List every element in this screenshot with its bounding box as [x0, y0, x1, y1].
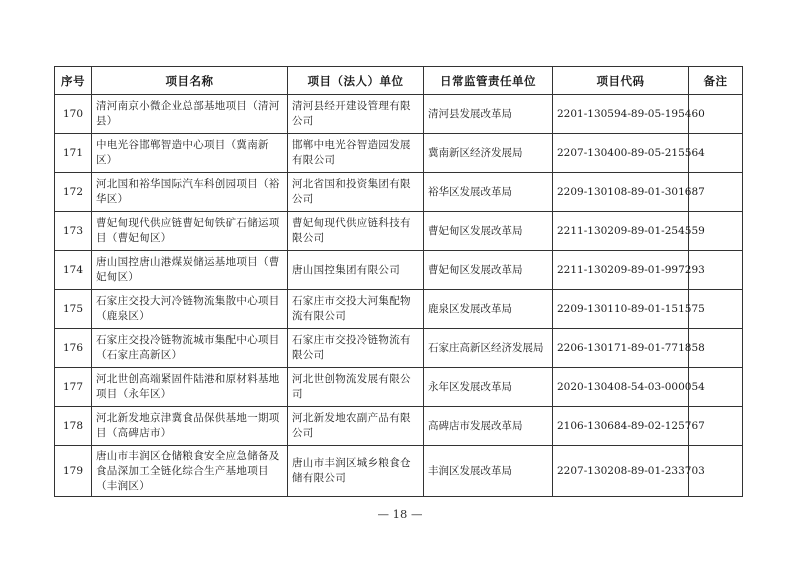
row-dept: 曹妃甸区发展改革局	[424, 212, 553, 251]
row-code: 2201-130594-89-05-195460	[553, 95, 689, 134]
row-no: 171	[55, 134, 92, 173]
table-row	[55, 368, 743, 407]
row-name: 河北新发地京津冀食品保供基地一期项目（高碑店市）	[92, 407, 288, 446]
row-name: 曹妃甸现代供应链曹妃甸铁矿石储运项目（曹妃甸区）	[92, 212, 288, 251]
row-unit: 石家庄市交投大河集配物流有限公司	[288, 290, 424, 329]
row-code: 2020-130408-54-03-000054	[553, 368, 689, 407]
row-unit: 曹妃甸现代供应链科技有限公司	[288, 212, 424, 251]
header-code: 项目代码	[553, 67, 689, 95]
header-note: 备注	[689, 67, 743, 95]
row-name: 唐山国控唐山港煤炭储运基地项目（曹妃甸区）	[92, 251, 288, 290]
project-table	[54, 66, 743, 497]
row-unit: 唐山国控集团有限公司	[288, 251, 424, 290]
row-code: 2207-130400-89-05-215564	[553, 134, 689, 173]
row-dept: 裕华区发展改革局	[424, 173, 553, 212]
row-no: 173	[55, 212, 92, 251]
row-no: 170	[55, 95, 92, 134]
row-code: 2209-130108-89-01-301687	[553, 173, 689, 212]
row-name: 河北国和裕华国际汽车科创园项目（裕华区）	[92, 173, 288, 212]
header-unit: 项目（法人）单位	[288, 67, 424, 95]
header-no: 序号	[55, 67, 92, 95]
table-row	[55, 134, 743, 173]
table-row	[55, 407, 743, 446]
row-code: 2206-130171-89-01-771858	[553, 329, 689, 368]
row-name: 唐山市丰润区仓储粮食安全应急储备及食品深加工全链化综合生产基地项目（丰润区）	[92, 446, 288, 497]
table-row	[55, 251, 743, 290]
row-dept: 曹妃甸区发展改革局	[424, 251, 553, 290]
row-dept: 清河县发展改革局	[424, 95, 553, 134]
row-code: 2106-130684-89-02-125767	[553, 407, 689, 446]
row-unit: 河北世创物流发展有限公司	[288, 368, 424, 407]
row-code: 2211-130209-89-01-997293	[553, 251, 689, 290]
row-name: 石家庄交投冷链物流城市集配中心项目（石家庄高新区）	[92, 329, 288, 368]
table-row	[55, 290, 743, 329]
table-row	[55, 446, 743, 497]
row-name: 清河南京小微企业总部基地项目（清河县）	[92, 95, 288, 134]
row-dept: 鹿泉区发展改革局	[424, 290, 553, 329]
table-row	[55, 173, 743, 212]
row-no: 175	[55, 290, 92, 329]
row-dept: 冀南新区经济发展局	[424, 134, 553, 173]
page-number: — 18 —	[377, 507, 423, 521]
row-code: 2211-130209-89-01-254559	[553, 212, 689, 251]
table-row	[55, 212, 743, 251]
row-unit: 河北新发地农副产品有限公司	[288, 407, 424, 446]
table-body	[55, 95, 743, 497]
row-no: 174	[55, 251, 92, 290]
row-dept: 高碑店市发展改革局	[424, 407, 553, 446]
row-dept: 永年区发展改革局	[424, 368, 553, 407]
row-unit: 石家庄市交投冷链物流有限公司	[288, 329, 424, 368]
row-no: 172	[55, 173, 92, 212]
row-dept: 丰润区发展改革局	[424, 446, 553, 497]
row-name: 石家庄交投大河冷链物流集散中心项目（鹿泉区）	[92, 290, 288, 329]
table-row	[55, 329, 743, 368]
row-no: 179	[55, 446, 92, 497]
row-unit: 清河县经开建设管理有限公司	[288, 95, 424, 134]
table-header-row	[55, 67, 743, 95]
row-dept: 石家庄高新区经济发展局	[424, 329, 553, 368]
row-no: 177	[55, 368, 92, 407]
row-name: 中电光谷邯郸智造中心项目（冀南新区）	[92, 134, 288, 173]
row-name: 河北世创高端紧固件陆港和原材料基地项目（永年区）	[92, 368, 288, 407]
table-row	[55, 95, 743, 134]
header-dept: 日常监管责任单位	[424, 67, 553, 95]
header-name: 项目名称	[92, 67, 288, 95]
row-unit: 唐山市丰润区城乡粮食仓储有限公司	[288, 446, 424, 497]
row-unit: 河北省国和投资集团有限公司	[288, 173, 424, 212]
row-unit: 邯郸中电光谷智造园发展有限公司	[288, 134, 424, 173]
row-code: 2209-130110-89-01-151575	[553, 290, 689, 329]
row-no: 176	[55, 329, 92, 368]
row-code: 2207-130208-89-01-233703	[553, 446, 689, 497]
row-no: 178	[55, 407, 92, 446]
